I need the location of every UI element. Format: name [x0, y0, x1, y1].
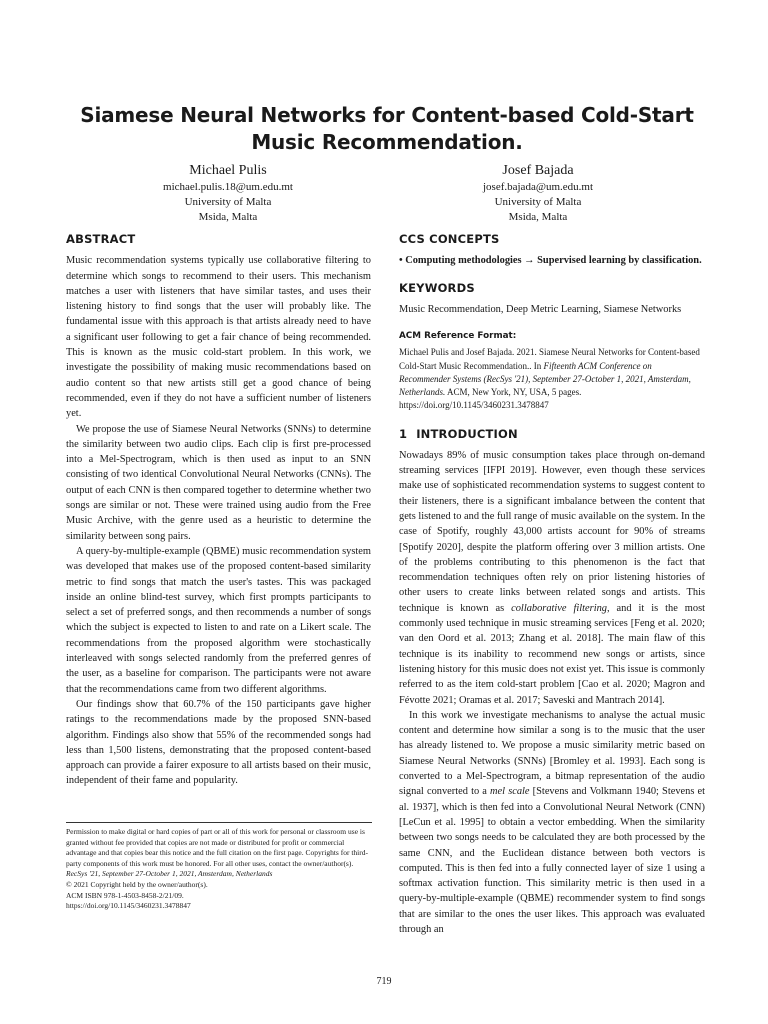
abstract-paragraph-3: A query-by-multiple-example (QBME) music recommendation system was developed that makes use of the proposed content-based similarity metric to find songs that match the user's tastes. This was packaged inside an online blind-test survey, which first prompts participants to select a set of preferred songs, and then recommends a number of songs which the subject is expected to listen to and rate on a Likert scale. The recommendations from the proposed algorithm were stochastically interleaved with songs selected randomly from the preferred genres of the user, as a baseline for comparison. The participants were not aware that the recommendations came from two different algorithms.: [66, 545, 371, 695]
introduction-heading: [399, 427, 705, 442]
author-location: Msida, Malta: [198, 211, 258, 223]
acm-reference-text: [399, 346, 705, 412]
author-name: Josef Bajada: [502, 163, 574, 178]
section-title: INTRODUCTION: [416, 426, 518, 441]
author-2: [388, 162, 688, 225]
ccs-text: • Computing methodologies → Supervised learning by classification.: [399, 255, 702, 267]
doi-link[interactable]: https://doi.org/10.1145/3460231.3478847: [66, 901, 191, 911]
acm-reference-part2: ACM, New York, NY, USA, 5 pages. https://doi.org/10.1145/3460231.3478847: [399, 387, 582, 411]
section-number: 1: [399, 426, 408, 441]
paper-title: Siamese Neural Networks for Content-based Cold-Start Music Recommendation.: [80, 103, 694, 154]
intro-emphasis: collaborative filtering: [511, 602, 607, 614]
page-number: 719: [376, 976, 392, 987]
keywords-text: Music Recommendation, Deep Metric Learning, Siamese Networks: [399, 303, 682, 315]
abstract-paragraph-2: We propose the use of Siamese Neural Networks (SNNs) to determine the similarity between two audio clips. Each clip is first pre-processed into a Mel-Spectrogram, which is then used as input to an SNN consisting of two identical Convolutional Neural Networks (CNNs). The output of each CNN is then compared together to determine whether two songs are similar or not. These were trained using audio from the Free Music Archive, with the genre used as a heuristic to determine the similarity between song pairs.: [66, 423, 371, 542]
intro-paragraph-1: [399, 448, 705, 708]
author-1: [78, 162, 378, 225]
author-email[interactable]: michael.pulis.18@um.edu.mt: [163, 181, 293, 193]
conference-info: [66, 869, 372, 880]
intro-paragraph-2: [399, 708, 705, 937]
intro-text: Nowadays 89% of music consumption takes place through on-demand streaming services [IFPI 2019]. However, even though these services make use of sophisticated recommendation systems to suggest content to their listeners, there is a significant imbalance between the content that gets listened to and the full range of music available on the system. In the case of Spotify, roughly 43,000 artists account for 90% of streams [Spotify 2020], despite the platform offering over 3 million artists. One of the problems contributing to this phenomenon is the fact that recommendation techniques often rely on prior listening histories of other users to create links between related songs and artists. This technique is known as: [399, 449, 705, 614]
intro-text: In this work we investigate mechanisms to analyse the actual music content and determine how similar a song is to the music that the user has already listened to. We propose a music similarity metric based on Siamese Neural Networks (SNNs) [Bromley et al. 1993]. Each song is converted to a Mel-Spectrogram, a bitmap representation of the audio signal converted to a: [399, 709, 705, 798]
author-email[interactable]: josef.bajada@um.edu.mt: [482, 181, 594, 193]
abstract-paragraph-1: Music recommendation systems typically use collaborative filtering to determine which songs to recommend to their users. This mechanism matches a user with listeners that have similar tastes, and uses their listening history to find songs that the user will probably like. The fundamental issue with this approach is that artists already need to have a significant user following to get a fair chance of being recommended. This is known as the music cold-start problem. In this work, we investigate the possibility of making music recommendations based on audio content so that new artists still get a good chance of being recommended, even if they do not have a sufficient number of listeners yet.: [66, 255, 371, 420]
abstract-paragraph-4: Our findings show that 60.7% of the 150 participants gave higher ratings to the recommendations made by the proposed SNN-based algorithm. Findings also show that 55% of the recommended songs had less than 1,500 listens, demonstrating that the proposed content-based approach can provide a fairer exposure to all artists based on their music, independent of their fame and popularity.: [66, 698, 371, 787]
left-column: [66, 232, 371, 789]
copyright-footnote: [66, 822, 372, 912]
keywords-heading: KEYWORDS: [399, 280, 475, 295]
copyright-line: © 2021 Copyright held by the owner/author(s).: [66, 879, 208, 889]
intro-text: [Stevens and Volkmann 1940; Stevens et al. 1937], which is then fed into a Convolutional Neural Network (CNN) [LeCun et al. 1995] to obtain a vector embedding. When the similarity between two songs needs to be calculated they are both processed by the same CNN, and the Euclidean distance between both vectors is computed. This is then fed into a fully connected layer of size 1 using a softmax activation function. This similarity metric is then used in a query-by-multiple-example (QBME) recommender system to find songs that are similar to the ones the user likes. This approach was evaluated through an: [399, 786, 706, 935]
acm-reference-heading: ACM Reference Format:: [399, 331, 517, 342]
author-affiliation: University of Malta: [494, 196, 582, 208]
intro-text: , and it is the most commonly used technique in music streaming services [Feng et al. 2020; van den Oord et al. 2013; Zhang et al. 2018]. The main flaw of this technique is its inability to recommend new songs or artists, since listening history for this music does not exist yet. This issue is commonly referred to as the item cold-start problem [Cao et al. 2020; Magron and Févotte 2021; Oramas et al. 2017; Saveski and Mantrach 2014].: [399, 602, 706, 706]
isbn-line: ACM ISBN 978-1-4503-8458-2/21/09.: [66, 890, 184, 900]
author-name: Michael Pulis: [189, 163, 267, 178]
abstract-heading: ABSTRACT: [66, 232, 136, 246]
intro-emphasis: mel scale: [490, 786, 530, 798]
acm-reference-part1: Michael Pulis and Josef Bajada. 2021. Siamese Neural Networks for Content-based Cold-Start Music Recommendation.. In: [399, 347, 700, 371]
conference-name: RecSys '21, September 27-October 1, 2021, Amsterdam, Netherlands: [66, 869, 273, 879]
right-column: [399, 232, 705, 937]
author-affiliation: University of Malta: [184, 196, 272, 208]
author-location: Msida, Malta: [508, 211, 568, 223]
permission-notice: Permission to make digital or hard copies of part or all of this work for personal or classroom use is granted without fee provided that copies are not made or distributed for profit or commercial advantage and that copies bear this notice and the full citation on the first page. Copyrights for third-party components of this work must be honored. For all other uses, contact the owner/author(s).: [66, 827, 368, 868]
acm-reference-venue: Fifteenth ACM Conference on Recommender Systems (RecSys '21), September 27-October 1, 2021, Amsterdam, Netherlands.: [399, 360, 691, 398]
ccs-heading: CCS CONCEPTS: [399, 232, 500, 246]
